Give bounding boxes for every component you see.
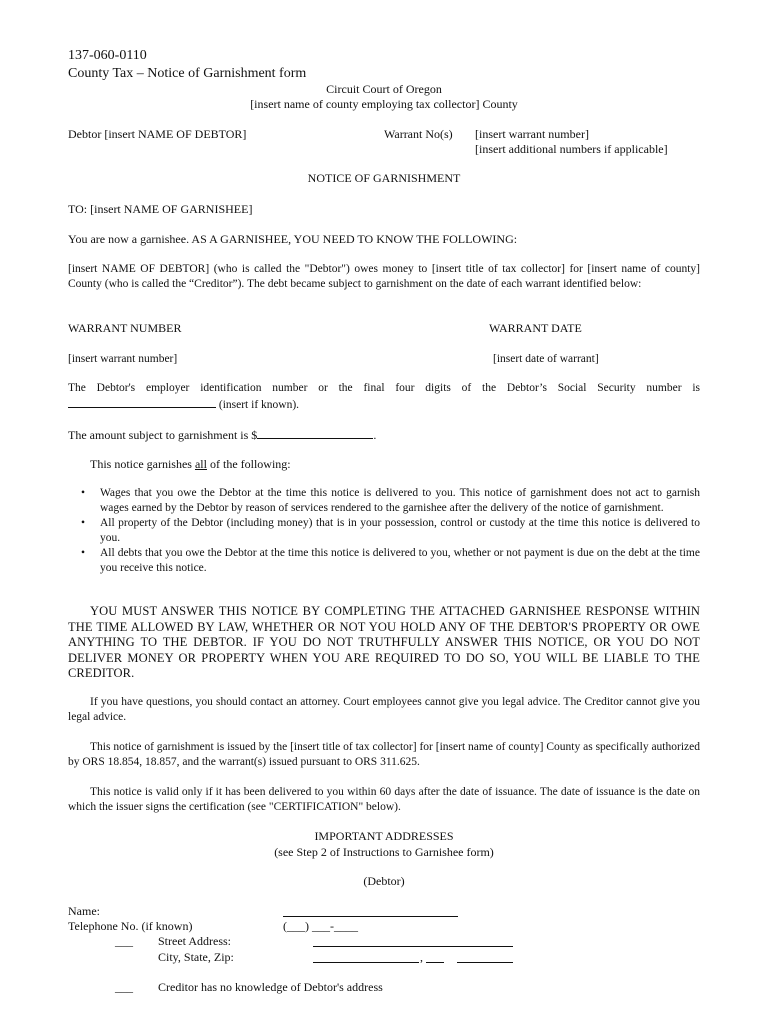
warrant-number: [insert warrant number] [475,127,589,141]
warrant-number-header: WARRANT NUMBER [68,321,182,335]
list-item [81,486,700,516]
notice-title: NOTICE OF GARNISHMENT [307,171,461,185]
garnishes-suffix: of the following: [206,457,291,471]
warrant-number-value: [insert warrant number] [68,353,178,365]
state-field[interactable] [426,962,444,963]
ein-blank[interactable] [68,396,216,408]
valid-paragraph: This notice is valid only if it has been delivered to you within 60 days after the date of issuance. The date of issuance is the date on which the issuer signs the certification (see "CERTIFICATION" below). [68,786,700,813]
no-knowledge-label: Creditor has no knowledge of Debtor's address [158,980,383,994]
warrant-date-header: WARRANT DATE [489,321,582,335]
amount-line [68,427,376,443]
issued-paragraph: This notice of garnishment is issued by the [insert title of tax collector] for [insert name of county] County as specifically authorized by ORS 18.854, 18.857, and the warrant(s) issued pursuant to ORS 311.625. [68,741,700,768]
rule-number: 137-060-0110 [68,48,147,63]
county-name: [insert name of county employing tax collector] County [250,97,518,111]
bullet-icon: • [81,517,86,529]
warning-paragraph: YOU MUST ANSWER THIS NOTICE BY COMPLETING THE ATTACHED GARNISHEE RESPONSE WITHIN THE TIME ALLOWED BY LAW, WHETHER OR NOT YOU HOLD ANY OF THE DEBTOR'S PROPERTY OR OWE ANYTHING TO THE DEBTOR. IF YOU DO NOT TRUTHFULLY ANSWER THIS NOTICE, OR YOU DO NOT DELIVER MONEY OR PROPERTY WHEN YOU ARE REQUIRED TO DO SO, YOU WILL BE LIABLE TO THE CREDITOR. [68,604,700,680]
garnishes-line [90,457,291,472]
ein-suffix: (insert if known). [218,399,300,411]
street-label: Street Address: [158,934,231,948]
debtor-name: Debtor [insert NAME OF DEBTOR] [68,127,247,141]
street-field[interactable] [313,946,513,947]
intro-text: You are now a garnishee. AS A GARNISHEE, YOU NEED TO KNOW THE FOLLOWING: [68,232,518,246]
city-label: City, State, Zip: [158,950,234,964]
garnishment-list [68,486,700,576]
name-field[interactable] [283,916,458,917]
zip-field[interactable] [457,962,513,963]
bullet-icon: • [81,487,86,499]
warrant-additional: [insert additional numbers if applicable] [475,142,668,156]
bullet-icon: • [81,547,86,559]
warrant-label: Warrant No(s) [384,127,453,141]
court-name: Circuit Court of Oregon [326,82,442,96]
name-label: Name: [68,904,100,918]
amount-blank[interactable] [257,427,373,439]
city-field[interactable] [313,962,419,963]
garnishes-emphasis: all [194,457,207,471]
phone-field[interactable]: (___) ___-____ [283,919,358,933]
form-title: County Tax – Notice of Garnishment form [68,66,307,81]
list-item-text: Wages that you owe the Debtor at the time this notice is delivered to you. This notice of garnishment does not act to garnish wages earned by the Debtor by reason of services rendered to the garnishee after the delivery of the notice of garnishment. [100,487,700,514]
city-separator: , [420,950,423,964]
list-item [81,546,700,576]
questions-paragraph: If you have questions, you should contact an attorney. Court employees cannot give you legal advice. The Creditor cannot give you legal advice. [68,696,700,723]
list-item-text: All debts that you owe the Debtor at the time this notice is delivered to you, whether or not payment is due on the debt at the time you receive this notice. [100,547,700,574]
list-item [81,516,700,546]
garnishee-to: TO: [insert NAME OF GARNISHEE] [68,202,253,216]
garnishes-prefix: This notice garnishes [90,457,195,471]
warrant-date-value: [insert date of warrant] [493,353,599,365]
addresses-party: (Debtor) [363,874,405,888]
list-item-text: All property of the Debtor (including money) that is in your possession, control or custody at the time this notice is delivered to you. [100,517,700,544]
addresses-subtitle: (see Step 2 of Instructions to Garnishee form) [274,845,494,859]
amount-suffix: . [373,428,377,442]
amount-prefix: The amount subject to garnishment is $ [68,428,258,442]
phone-label: Telephone No. (if known) [68,919,193,933]
addresses-title: IMPORTANT ADDRESSES [314,829,454,843]
debt-paragraph: [insert NAME OF DEBTOR] (who is called the "Debtor") owes money to [insert title of tax collector] for [insert name of county] County (who is called the “Creditor”). The debt became subject to garnishment on the date of each warrant identified below: [68,263,700,290]
ein-paragraph [68,381,700,413]
street-checkbox[interactable]: ___ [115,934,133,948]
no-knowledge-checkbox[interactable]: ___ [115,980,133,994]
ein-text: The Debtor's employer identification number or the final four digits of the Debtor’s Social Security number is [68,382,700,394]
